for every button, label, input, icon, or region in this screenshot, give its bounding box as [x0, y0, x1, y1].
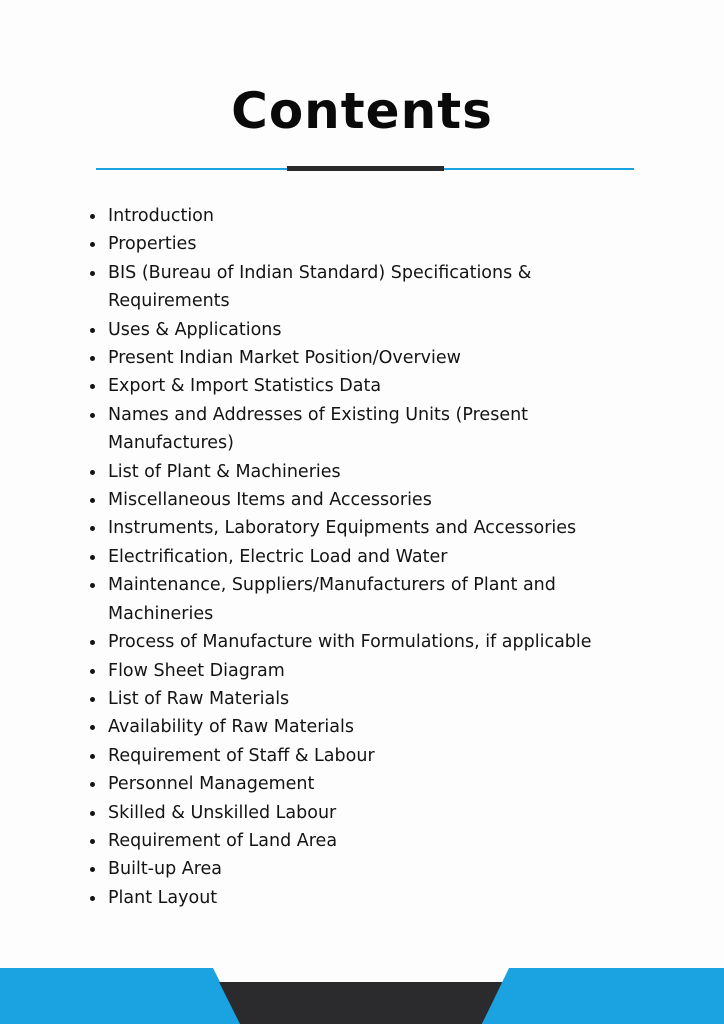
- contents-item-text: Manufactures): [108, 433, 234, 454]
- bullet-icon: [90, 867, 95, 872]
- bullet-icon: [90, 242, 95, 247]
- contents-item-text: Export & Import Statistics Data: [108, 376, 382, 397]
- bullet-icon: [90, 839, 95, 844]
- contents-list-item: [90, 230, 690, 258]
- contents-item-text: Names and Addresses of Existing Units (Present: [108, 404, 529, 425]
- contents-list-item: [90, 685, 690, 713]
- contents-list-item: [90, 514, 690, 542]
- bullet-icon: [90, 356, 95, 361]
- contents-list-item: [90, 486, 690, 514]
- bullet-icon: [90, 214, 95, 219]
- bullet-icon: [90, 470, 95, 475]
- bullet-icon: [90, 555, 95, 560]
- contents-list-item: [90, 628, 690, 656]
- contents-list-item: [90, 713, 690, 741]
- contents-item-text: List of Plant & Machineries: [108, 461, 341, 482]
- contents-item-text: Properties: [108, 234, 197, 255]
- contents-list-item: [90, 742, 690, 770]
- contents-list-item: [90, 884, 690, 912]
- contents-item-text: Requirements: [108, 291, 230, 312]
- contents-list-item: [90, 202, 690, 230]
- contents-list-item: [90, 543, 690, 571]
- footer-center-dark-shape: [219, 982, 503, 1024]
- bullet-icon: [90, 328, 95, 333]
- contents-item-text: Skilled & Unskilled Labour: [108, 802, 337, 823]
- bullet-icon: [90, 271, 95, 276]
- contents-list-item: [90, 316, 690, 344]
- contents-item-text: Requirement of Land Area: [108, 830, 338, 851]
- contents-item-text: Uses & Applications: [108, 319, 282, 340]
- contents-item-text: Process of Manufacture with Formulations, if applicable: [108, 632, 592, 653]
- footer-left-blue-shape: [0, 968, 241, 1024]
- bullet-icon: [90, 583, 95, 588]
- contents-item-text: Flow Sheet Diagram: [108, 660, 285, 681]
- footer-right-blue-shape: [482, 968, 724, 1024]
- page-title: Contents: [231, 82, 493, 140]
- bullet-icon: [90, 754, 95, 759]
- contents-list-item: [90, 799, 690, 827]
- bullet-icon: [90, 384, 95, 389]
- contents-item-text: Miscellaneous Items and Accessories: [108, 490, 432, 511]
- contents-item-text: Plant Layout: [108, 887, 218, 908]
- contents-list-item: [90, 344, 690, 372]
- contents-item-text: Requirement of Staff & Labour: [108, 745, 375, 766]
- bullet-icon: [90, 413, 95, 418]
- contents-list-item: [90, 855, 690, 883]
- contents-item-text: Introduction: [108, 206, 214, 226]
- contents-item-text: Electrification, Electric Load and Water: [108, 546, 448, 567]
- contents-list-item: [90, 372, 690, 400]
- contents-item-text: Machineries: [108, 603, 214, 624]
- contents-list-item: [90, 657, 690, 685]
- contents-list-item: [90, 770, 690, 798]
- bullet-icon: [90, 498, 95, 503]
- bullet-icon: [90, 896, 95, 901]
- bullet-icon: [90, 697, 95, 702]
- bullet-icon: [90, 669, 95, 674]
- contents-item-text: Present Indian Market Position/Overview: [108, 348, 461, 369]
- bullet-icon: [90, 811, 95, 816]
- contents-list-item: [90, 401, 690, 458]
- contents-item-text: Instruments, Laboratory Equipments and Accessories: [108, 518, 577, 539]
- contents-list-item: [90, 827, 690, 855]
- contents-list: [90, 202, 690, 912]
- bullet-icon: [90, 640, 95, 645]
- contents-list-item: [90, 458, 690, 486]
- contents-item-text: List of Raw Materials: [108, 688, 290, 709]
- bullet-icon: [90, 725, 95, 730]
- contents-item-text: Built-up Area: [108, 859, 223, 880]
- bullet-icon: [90, 526, 95, 531]
- contents-item-text: Availability of Raw Materials: [108, 717, 354, 738]
- bullet-icon: [90, 782, 95, 787]
- contents-item-text: BIS (Bureau of Indian Standard) Specifications &: [108, 262, 532, 283]
- footer-band: [0, 968, 724, 1024]
- contents-list-item: [90, 259, 690, 316]
- contents-item-text: Personnel Management: [108, 774, 315, 795]
- title-underline-accent: [287, 166, 444, 171]
- contents-item-text: Maintenance, Suppliers/Manufacturers of Plant and: [108, 575, 556, 596]
- contents-list-item: [90, 571, 690, 628]
